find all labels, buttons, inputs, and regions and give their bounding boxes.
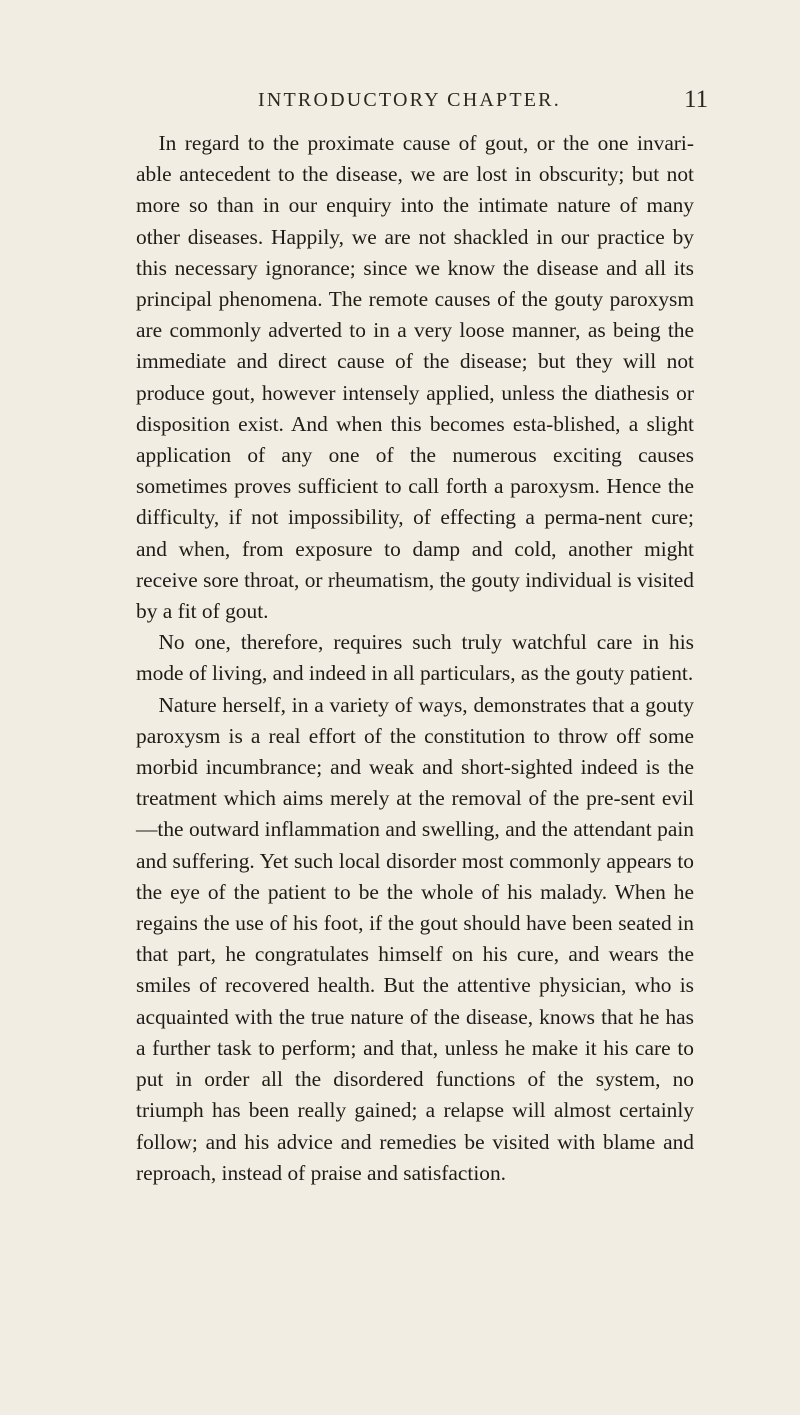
paragraph: In regard to the proximate cause of gout, or the one invari-able antecedent to the disease, we are lost in obscurity; but not more so than in our enquiry into the intimate nature of many other diseases. Happily, we are not shackled in our practice by this necessary ignorance; since we know the disease and all its principal phenomena. The remote causes of the gouty paroxysm are commonly adverted to in a very loose manner, as being the immediate and direct cause of the disease; but they will not produce gout, however intensely applied, unless the diathesis or disposition exist. And when this becomes esta-blished, a slight application of any one of the numerous exciting causes sometimes proves sufficient to call forth a paroxysm. Hence the difficulty, if not impossibility, of effecting a perma-nent cure; and when, from exposure to damp and cold, another might receive sore throat, or rheumatism, the gouty individual is visited by a fit of gout.	[136, 131, 694, 624]
paragraph: No one, therefore, requires such truly watchful care in his mode of living, and indeed in all particulars, as the gouty patient.	[136, 630, 694, 686]
page-number: 11	[684, 86, 709, 113]
running-head: INTRODUCTORY CHAPTER.	[258, 89, 561, 111]
paragraph: Nature herself, in a variety of ways, demonstrates that a gouty paroxysm is a real effort of the constitution to throw off some morbid incumbrance; and weak and short-sighted indeed is the treatment which aims merely at the removal of the pre-sent evil—the outward inflammation and swelling, and the attendant pain and suffering. Yet such local disorder most commonly appears to the eye of the patient to be the whole of his malady. When he regains the use of his foot, if the gout should have been seated in that part, he congratulates himself on his cure, and wears the smiles of recovered health. But the attentive physician, who is acquainted with the true nature of the disease, knows that he has a further task to perform; and that, unless he make it his care to put in order all the disordered functions of the system, no triumph has been really gained; a relapse will almost certainly follow; and his advice and remedies be visited with blame and reproach, instead of praise and satisfaction.	[136, 692, 694, 1185]
body-text	[136, 128, 694, 1189]
